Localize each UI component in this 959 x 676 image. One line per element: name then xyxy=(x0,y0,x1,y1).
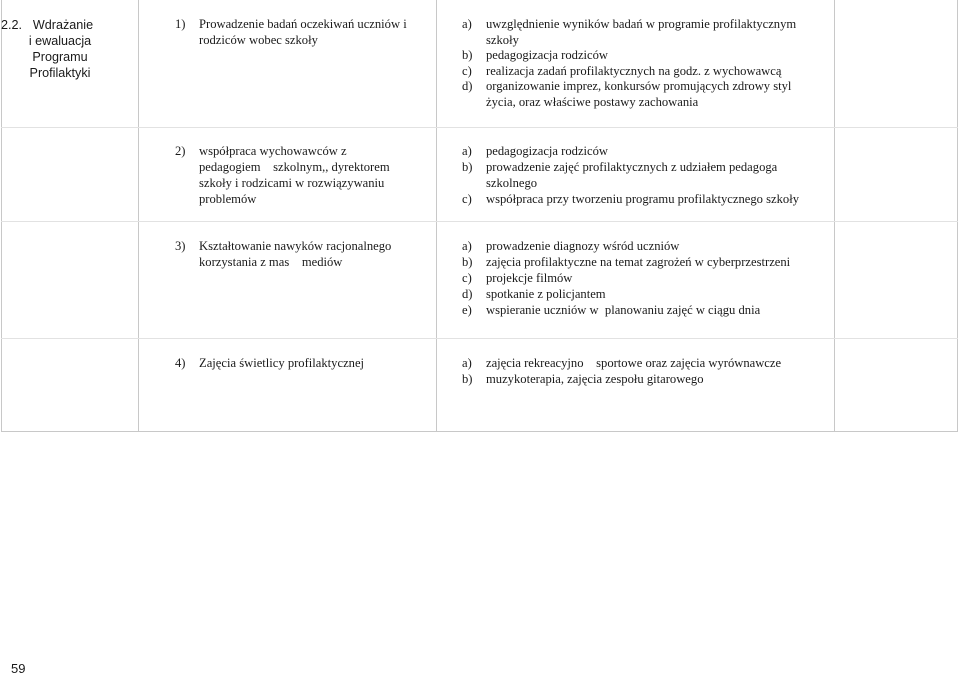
action-text: zajęcia rekreacyjno sportowe oraz zajęcia wyrównawcze xyxy=(486,356,782,370)
task-text: problemów xyxy=(199,192,257,206)
action-text: spotkanie z policjantem xyxy=(486,287,606,301)
action-marker: d) xyxy=(462,287,473,301)
task-cell xyxy=(175,355,364,371)
action-text: współpraca przy tworzeniu programu profilaktycznego szkoły xyxy=(486,192,799,206)
table-row-divider xyxy=(1,338,958,339)
section-title-line: Profilaktyki xyxy=(29,66,91,80)
actions-cell xyxy=(462,17,796,110)
task-text: Kształtowanie nawyków racjonalnego xyxy=(199,239,392,253)
action-text: pedagogizacja rodziców xyxy=(486,48,609,62)
action-item xyxy=(462,48,796,64)
table-border-right xyxy=(957,0,958,432)
table-column-divider xyxy=(834,0,835,432)
action-item xyxy=(462,159,799,175)
action-item xyxy=(462,64,796,80)
action-item xyxy=(462,371,781,387)
action-marker: a) xyxy=(462,356,472,370)
action-marker: b) xyxy=(462,48,473,62)
page-number: 59 xyxy=(11,661,26,676)
section-heading xyxy=(1,17,110,81)
action-item xyxy=(462,254,790,270)
action-marker: b) xyxy=(462,160,473,174)
action-text: projekcje filmów xyxy=(486,271,573,285)
table-border-bottom xyxy=(1,431,958,432)
action-item xyxy=(462,79,796,95)
action-text: szkoły xyxy=(486,32,519,47)
action-text: uwzględnienie wyników badań w programie profilaktycznym xyxy=(486,17,797,31)
action-item xyxy=(462,302,790,318)
action-marker: a) xyxy=(462,17,472,31)
task-text: Prowadzenie badań oczekiwań uczniów i xyxy=(199,17,407,31)
section-title-line: i ewaluacja xyxy=(28,34,92,48)
task-item xyxy=(175,17,407,33)
task-text: szkoły i rodzicami w rozwiązywaniu xyxy=(199,176,385,190)
action-marker: a) xyxy=(462,239,472,253)
task-text: Zajęcia świetlicy profilaktycznej xyxy=(199,356,365,370)
actions-cell xyxy=(462,355,781,387)
action-marker: c) xyxy=(462,63,472,78)
task-text: korzystania z mas mediów xyxy=(199,255,343,269)
task-text: współpraca wychowawców z xyxy=(199,144,347,158)
task-text: rodziców wobec szkoły xyxy=(199,32,318,47)
actions-cell xyxy=(462,238,790,318)
task-marker: 1) xyxy=(175,17,186,31)
action-marker: c) xyxy=(462,271,472,285)
action-item xyxy=(462,238,790,254)
task-marker: 4) xyxy=(175,356,186,370)
action-item xyxy=(462,143,799,159)
task-item xyxy=(175,238,391,254)
task-text: pedagogiem szkolnym,, dyrektorem xyxy=(199,160,390,174)
action-marker: c) xyxy=(462,192,472,206)
action-text: muzykoterapia, zajęcia zespołu gitarowego xyxy=(486,372,704,386)
action-item xyxy=(462,270,790,286)
task-item xyxy=(175,143,390,159)
action-item xyxy=(462,17,796,33)
table-column-divider xyxy=(436,0,437,432)
action-marker: e) xyxy=(462,303,472,317)
table-column-divider xyxy=(138,0,139,432)
action-text: pedagogizacja rodziców xyxy=(486,144,609,158)
section-title-line: Wdrażanie xyxy=(32,18,94,32)
action-marker: b) xyxy=(462,372,473,386)
action-text: zajęcia profilaktyczne na temat zagrożeń w cyberprzestrzeni xyxy=(486,255,791,269)
task-cell xyxy=(175,17,407,48)
task-cell xyxy=(175,143,390,207)
action-text: wspieranie uczniów w planowaniu zajęć w ciągu dnia xyxy=(486,303,761,317)
action-item xyxy=(462,286,790,302)
table-row-divider xyxy=(1,221,958,222)
actions-cell xyxy=(462,143,799,207)
task-marker: 2) xyxy=(175,144,186,158)
task-item xyxy=(175,355,364,371)
action-text: realizacja zadań profilaktycznych na godz. z wychowawcą xyxy=(486,63,782,78)
task-marker: 3) xyxy=(175,239,186,253)
action-text: organizowanie imprez, konkursów promujących zdrowy styl xyxy=(486,79,792,93)
task-cell xyxy=(175,238,391,270)
action-text: prowadzenie zajęć profilaktycznych z udziałem pedagoga xyxy=(486,160,778,174)
action-item xyxy=(462,355,781,371)
action-text: szkolnego xyxy=(486,176,538,190)
action-item xyxy=(462,191,799,207)
section-number: 2.2. xyxy=(1,18,23,32)
action-text: życia, oraz właściwe postawy zachowania xyxy=(486,94,699,109)
table-border-left xyxy=(1,0,2,432)
action-marker: b) xyxy=(462,255,473,269)
action-marker: a) xyxy=(462,144,472,158)
action-marker: d) xyxy=(462,79,473,93)
action-text: prowadzenie diagnozy wśród uczniów xyxy=(486,239,680,253)
section-title-line: Programu xyxy=(32,50,88,64)
table-row-divider xyxy=(1,127,958,128)
